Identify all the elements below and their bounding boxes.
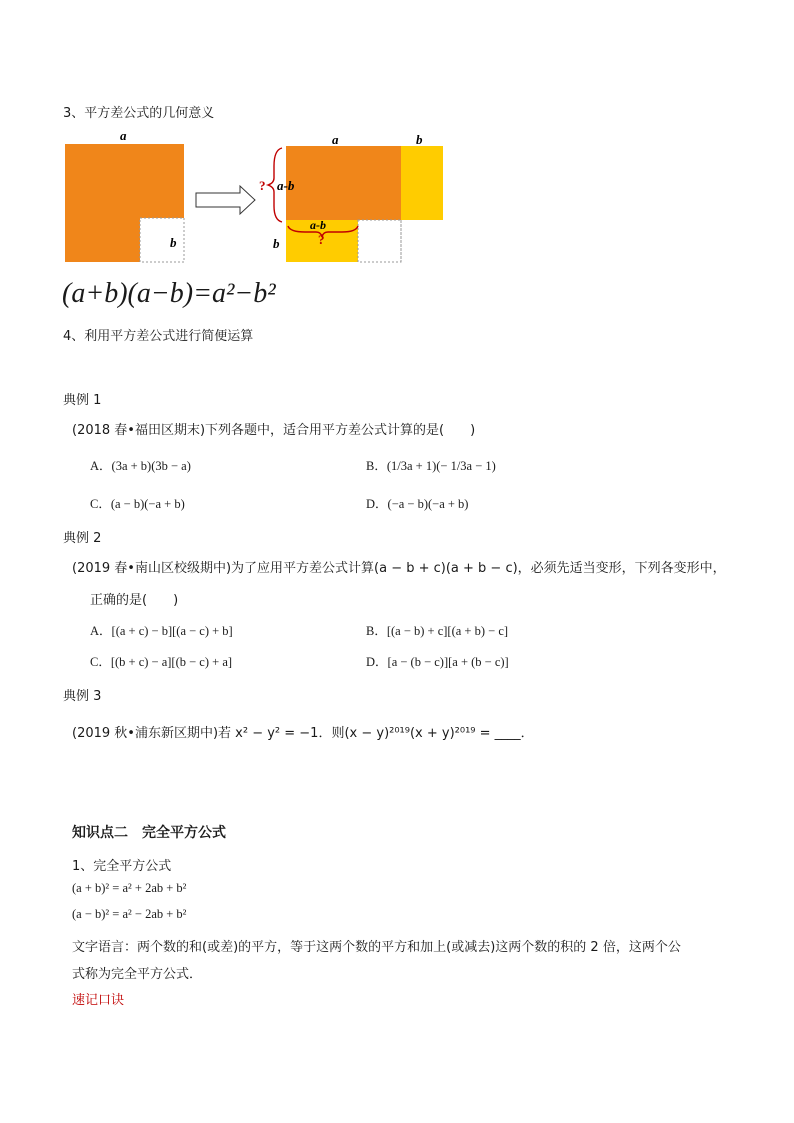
right-yellow-rect: [401, 146, 443, 220]
example2-option-d: D．[a − (b − c)][a + (b − c)]: [366, 655, 509, 669]
right-label-b-top: b: [416, 132, 423, 147]
example3-title: 典例 3: [63, 689, 102, 704]
bottom-dashed-rect: [358, 220, 401, 262]
knowledge2-text-line2: 式称为完全平方公式．: [72, 967, 203, 982]
right-label-amb-side: a-b: [277, 178, 295, 193]
example2-option-b: B．[(a − b) + c][(a + b) − c]: [366, 624, 509, 638]
example1-title: 典例 1: [63, 393, 102, 408]
right-orange-rect: [286, 146, 401, 220]
example1-option-a: A．(3a + b)(3b − a): [90, 459, 191, 473]
example1-option-b: B．(1/3a + 1)(− 1/3a − 1): [366, 459, 496, 473]
section3-heading: 3、平方差公式的几何意义: [63, 106, 215, 121]
question-mark-bottom: ?: [318, 232, 325, 247]
right-label-a: a: [332, 132, 339, 147]
example3-question: (2019 秋•浦东新区期中)若 x² − y² = −1．则(x − y)²⁰¹⁹(x + y)²⁰¹⁹ = ____．: [72, 726, 534, 741]
example1-option-d: D．(−a − b)(−a + b): [366, 497, 469, 511]
example2-option-c: C．[(b + c) − a][(b − c) + a]: [90, 655, 233, 669]
knowledge2-text-line1: 文字语言：两个数的和(或差)的平方，等于这两个数的平方和加上(或减去)这两个数的积的 2 倍，这两个公: [72, 940, 681, 955]
difference-of-squares-formula: (a+b)(a−b)=a²−b²: [62, 278, 276, 309]
perfect-square-formula-diff: (a − b)² = a² − 2ab + b²: [72, 907, 187, 921]
right-label-b-side: b: [273, 236, 280, 251]
arrow-icon: [196, 186, 255, 214]
example2-question: (2019 春•南山区校级期中)为了应用平方差公式计算(a − b + c)(a + b − c)，必须先适当变形，下列各变形中，: [72, 561, 726, 576]
example2-question-cont: 正确的是( ): [90, 593, 179, 608]
example1-question: (2018 春•福田区期末)下列各题中，适合用平方差公式计算的是( ): [72, 423, 476, 438]
mnemonic-label: 速记口诀: [72, 993, 125, 1008]
left-label-a: a: [120, 128, 127, 143]
example1-option-c: C．(a − b)(−a + b): [90, 497, 185, 511]
example2-option-a: A．[(a + c) − b][(a − c) + b]: [90, 624, 233, 638]
left-cut-square: [140, 218, 184, 262]
knowledge2-subheading: 1、完全平方公式: [72, 859, 172, 874]
right-label-amb-bottom: a-b: [310, 218, 326, 232]
question-mark-left: ?: [259, 178, 266, 193]
knowledge2-heading: 知识点二 完全平方公式: [72, 825, 226, 841]
left-label-b: b: [170, 235, 177, 250]
perfect-square-formula-sum: (a + b)² = a² + 2ab + b²: [72, 881, 187, 895]
example2-title: 典例 2: [63, 531, 102, 546]
difference-of-squares-figure: [60, 126, 460, 268]
section4-heading: 4、利用平方差公式进行简便运算: [63, 329, 254, 344]
